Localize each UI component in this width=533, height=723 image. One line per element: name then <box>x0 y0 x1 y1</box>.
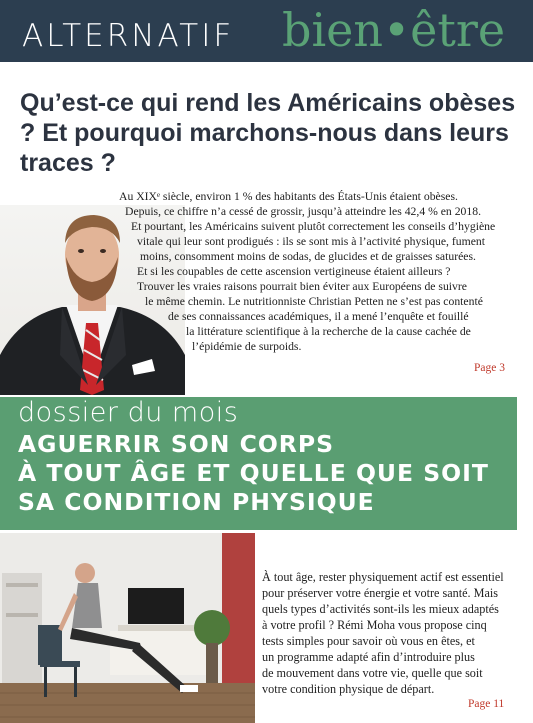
article1-line: Et pourtant, les Américains suivent plutôt correctement les conseils d’hygiène <box>131 220 496 233</box>
article2-line: quels types d’activités sont-ils les mieux adaptés <box>262 602 499 616</box>
article2-line: tests simples pour savoir où vous en êtes, et <box>262 634 475 648</box>
article2-line: pour préserver votre énergie et votre santé. Mais <box>262 586 498 600</box>
dossier-banner <box>0 397 517 530</box>
article1-line: la littérature scientifique à la recherche de la cause cachée de <box>186 325 471 338</box>
article1-line: vitale qui leur sont prodigués : ils se sont mis à l’activité physique, fument <box>137 235 485 248</box>
dossier-title-line: À TOUT ÂGE ET QUELLE QUE SOIT <box>18 459 489 487</box>
article1-line: Au XIXᵉ siècle, environ 1 % des habitants des États-Unis étaient obèses. <box>119 190 458 203</box>
article1-line: le même chemin. Le nutritionniste Christian Petten ne s’est pas contenté <box>145 295 483 308</box>
article2-page-reference[interactable]: Page 11 <box>468 698 505 710</box>
exercise-photo <box>0 533 255 723</box>
dossier-title-line: AGUERRIR SON CORPS <box>18 430 335 458</box>
dossier-kicker: dossier du mois <box>18 397 239 428</box>
dossier-title <box>18 430 513 517</box>
masthead <box>0 0 533 62</box>
exercise-illustration <box>0 533 255 723</box>
article1-line: Et si les coupables de cette ascension vertigineuse étaient ailleurs ? <box>137 265 451 278</box>
article1-line: moins, consomment moins de sodas, de glucides et de graisses saturées. <box>140 250 476 263</box>
dossier-title-line: SA CONDITION PHYSIQUE <box>18 488 375 516</box>
article1-line: de ses connaissances académiques, il a mené l’enquête et fouillé <box>168 310 469 323</box>
article2-line: À tout âge, rester physiquement actif est essentiel <box>262 570 504 584</box>
article2-line: de mouvement dans votre vie, quelle que soit <box>262 666 483 680</box>
brand-name-left: ALTERNATIF <box>22 18 235 54</box>
article2-line: à votre profil ? Rémi Moha vous propose cinq <box>262 618 487 632</box>
article1-line: l’épidémie de surpoids. <box>192 340 302 353</box>
article2-line: un programme adapté afin d’introduire plus <box>262 650 475 664</box>
brand-name-right: bien•être <box>282 3 506 57</box>
article1-line: Trouver les vraies raisons pourrait bien éviter aux Européens de suivre <box>137 280 467 293</box>
article1-headline: Qu’est-ce qui rend les Américains obèses ? Et pourquoi marchons-nous dans leurs traces ? <box>20 89 516 177</box>
article2-line: votre condition physique de départ. <box>262 682 435 696</box>
article1-line: Depuis, ce chiffre n’a cessé de grossir, jusqu’à atteindre les 42,4 % en 2018. <box>125 205 481 218</box>
article1-page-reference[interactable]: Page 3 <box>474 362 505 374</box>
